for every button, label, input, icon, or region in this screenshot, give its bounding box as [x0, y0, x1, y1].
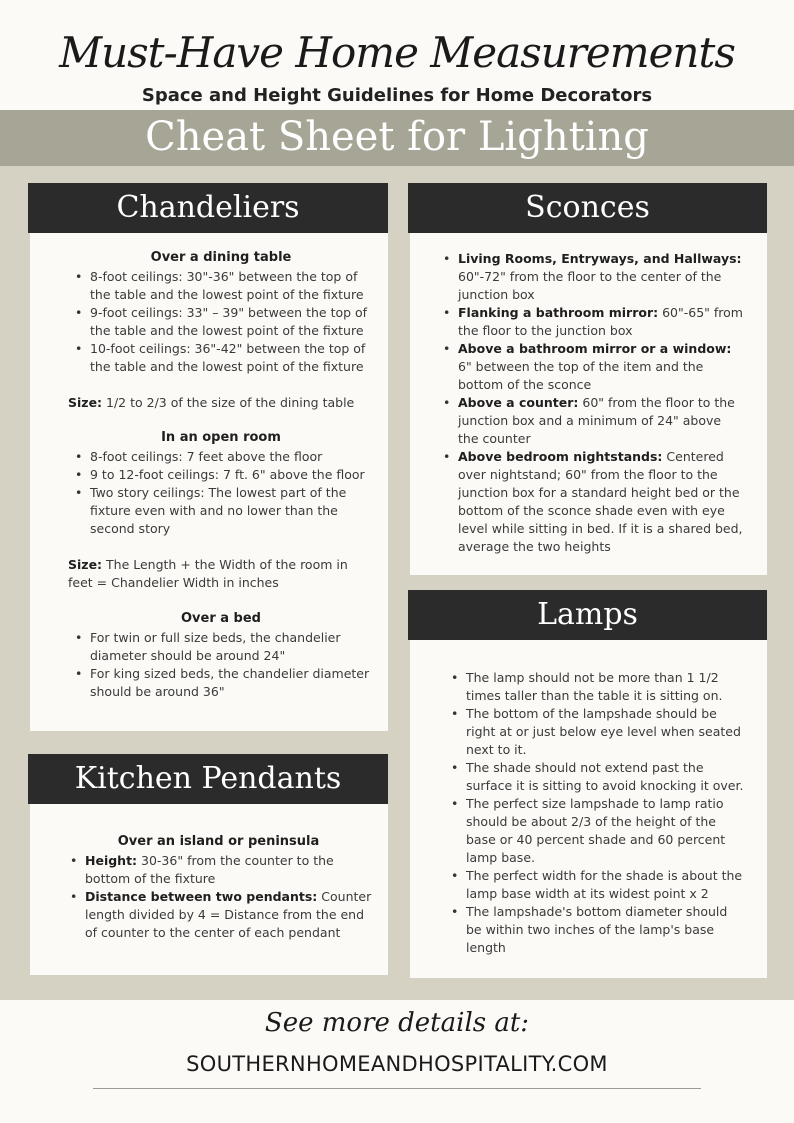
bed-list — [68, 629, 374, 701]
list-item: • For twin or full size beds, the chandelier diameter should be around 24" — [68, 629, 374, 665]
list-item: • The perfect width for the shade is about the lamp base width at its widest point x 2 — [444, 867, 746, 903]
item-text: 60"-72" from the floor to the center of the junction box — [458, 269, 722, 302]
open-room-heading: In an open room — [161, 430, 281, 445]
chandeliers-content — [68, 249, 374, 701]
sconces-list — [436, 250, 744, 556]
list-item: • The lampshade's bottom diameter should be within two inches of the lamp's base length — [444, 903, 746, 957]
script-title: Must-Have Home Measurements — [59, 28, 735, 77]
item-label: Above a bathroom mirror or a window: — [458, 341, 732, 356]
item-text: 60"-65" from the floor to the junction box — [458, 305, 743, 338]
lamps-title: Lamps — [537, 597, 638, 632]
sconces-content — [436, 250, 744, 556]
footer-divider — [93, 1088, 701, 1089]
chandeliers-title: Chandeliers — [116, 190, 300, 225]
kitchen-title: Kitchen Pendants — [74, 761, 342, 796]
list-item — [436, 304, 744, 340]
item-text: 30-36" from the counter to the bottom of the fixture — [85, 853, 334, 886]
item-text: 60" from the floor to the junction box and a minimum of 24" above the counter — [458, 395, 735, 446]
size-label: Size: — [68, 395, 103, 410]
list-item: • For king sized beds, the chandelier diameter should be around 36" — [68, 665, 374, 701]
island-heading: Over an island or peninsula — [117, 834, 320, 849]
item-text: 6" between the top of the item and the bottom of the sconce — [458, 359, 704, 392]
dining-heading: Over a dining table — [150, 250, 292, 265]
list-item — [63, 888, 374, 942]
lamps-content — [444, 669, 746, 957]
item-text: Counter length divided by 4 = Distance from the end of counter to the center of each pendant — [85, 889, 372, 940]
subtitle: Space and Height Guidelines for Home Decorators — [141, 85, 653, 106]
see-more-text: See more details at: — [264, 1008, 530, 1038]
list-item: • 8-foot ceilings: 30"-36" between the top of the table and the lowest point of the fixture — [68, 268, 374, 304]
item-label: Distance between two pendants: — [85, 889, 318, 904]
bed-heading: Over a bed — [180, 611, 261, 626]
size-label: Size: — [68, 557, 103, 572]
item-label: Height: — [85, 853, 138, 868]
sconces-title: Sconces — [525, 190, 650, 225]
open-room-size — [68, 556, 374, 592]
dining-list — [68, 268, 374, 376]
list-item — [436, 448, 744, 556]
dining-size — [68, 394, 374, 412]
size-text: The Length + the Width of the room in feet = Chandelier Width in inches — [68, 557, 348, 590]
title-band — [0, 110, 794, 166]
list-item — [436, 394, 744, 448]
sconces-header — [408, 183, 767, 233]
list-item: • The bottom of the lampshade should be right at or just below eye level when seated next to it. — [444, 705, 746, 759]
item-label: Living Rooms, Entryways, and Hallways: — [458, 251, 742, 266]
kitchen-content — [63, 833, 374, 942]
header — [0, 0, 794, 112]
list-item: • Two story ceilings: The lowest part of the fixture even with and no lower than the second story — [68, 484, 374, 538]
open-room-list — [68, 448, 374, 538]
item-text: Centered over nightstand; 60" from the floor to the junction box for a standard height bed or the bottom of the sconce shade even with eye level while sitting in bed. If it is a shared bed, average the two heights — [458, 449, 743, 554]
item-label: Flanking a bathroom mirror: — [458, 305, 659, 320]
chandeliers-header — [28, 183, 388, 233]
lamps-list — [444, 669, 746, 957]
kitchen-list — [63, 852, 374, 942]
list-item — [436, 250, 744, 304]
list-item: • 10-foot ceilings: 36"-42" between the top of the table and the lowest point of the fixture — [68, 340, 374, 376]
list-item: • The lamp should not be more than 1 1/2 times taller than the table it is sitting on. — [444, 669, 746, 705]
size-text: 1/2 to 2/3 of the size of the dining table — [102, 395, 355, 410]
item-label: Above a counter: — [458, 395, 579, 410]
list-item — [436, 340, 744, 394]
kitchen-header — [28, 754, 388, 804]
page-title: Cheat Sheet for Lighting — [145, 114, 649, 160]
footer — [0, 1000, 794, 1123]
list-item: • 8-foot ceilings: 7 feet above the floor — [68, 448, 374, 466]
list-item: • 9 to 12-foot ceilings: 7 ft. 6" above the floor — [68, 466, 374, 484]
lamps-header — [408, 590, 767, 640]
list-item: • 9-foot ceilings: 33" – 39" between the top of the table and the lowest point of the fixture — [68, 304, 374, 340]
website-link[interactable]: SOUTHERNHOMEANDHOSPITALITY.COM — [186, 1052, 608, 1076]
list-item: • The perfect size lampshade to lamp ratio should be about 2/3 of the height of the base or 40 percent shade and 60 percent lamp base. — [444, 795, 746, 867]
item-label: Above bedroom nightstands: — [458, 449, 663, 464]
list-item: • The shade should not extend past the surface it is sitting to avoid knocking it over. — [444, 759, 746, 795]
list-item — [63, 852, 374, 888]
